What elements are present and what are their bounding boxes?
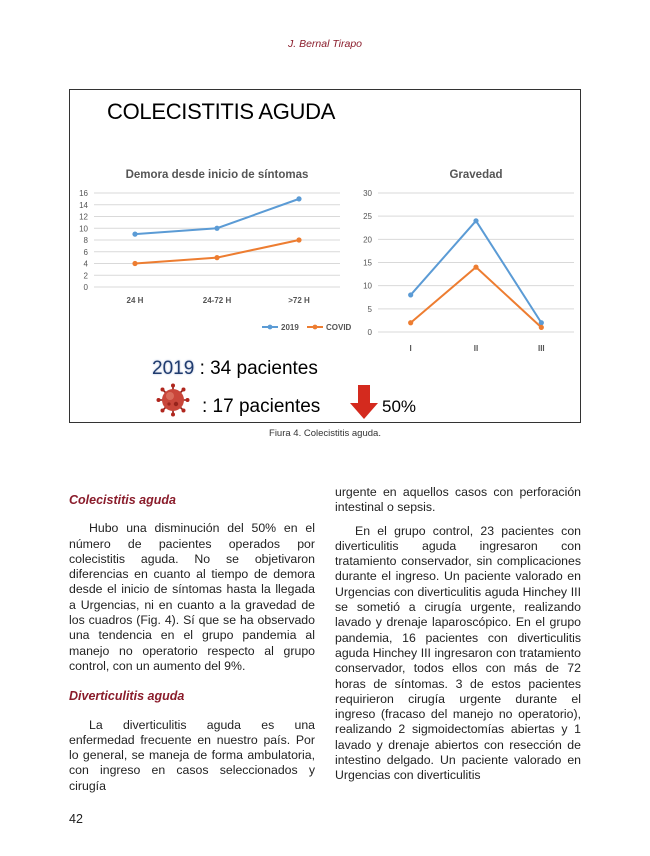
y-tick-label: 16: [79, 189, 88, 198]
paragraph-continuation: urgente en aquellos casos con perforación intestinal o sepsis.: [335, 485, 581, 515]
y-tick-label: 5: [367, 304, 372, 314]
data-point-1-3: [296, 196, 301, 201]
data-point-2-1: [132, 261, 137, 266]
y-tick-label: 12: [79, 212, 88, 222]
data-point-2-1: [408, 320, 413, 325]
stat-covid-count: : 17 pacientes: [202, 396, 321, 417]
legend-swatch-dot: [313, 325, 318, 330]
chart-gravedad: [360, 160, 580, 360]
data-point-1-1: [132, 232, 137, 237]
series-line-2: [411, 267, 542, 327]
coronavirus-icon: [156, 383, 190, 417]
data-point-2-3: [539, 325, 544, 330]
y-tick-label: 2: [83, 271, 88, 281]
y-tick-label: 10: [79, 224, 88, 234]
figure-caption: Fiura 4. Colecistitis aguda.: [269, 428, 381, 439]
section-heading-diverticulitis: Diverticulitis aguda: [69, 689, 185, 704]
section-heading-colecistitis: Colecistitis aguda: [69, 493, 176, 507]
y-tick-label: 6: [83, 247, 88, 257]
paragraph-diverticulitis-intro: La diverticulitis aguda es una enfermedad frecuente en nuestro país. Por lo general, se maneja de forma ambulatoria, con ingreso en casos seleccionados y cirugía: [69, 717, 315, 793]
stat-2019: [152, 358, 318, 380]
series-line-1: [411, 221, 542, 323]
y-tick-label: 14: [79, 200, 88, 210]
y-tick-label: 30: [363, 189, 372, 198]
data-point-1-2: [473, 218, 478, 223]
stat-2019-count: : 34 pacientes: [199, 358, 318, 379]
data-point-2-3: [296, 237, 301, 242]
y-tick-label: 0: [367, 328, 372, 337]
left-column: [69, 485, 315, 809]
chart-title: Gravedad: [449, 169, 503, 181]
y-tick-label: 20: [363, 235, 372, 245]
data-point-2-2: [214, 255, 219, 260]
chart-title: Demora desde inicio de síntomas: [125, 169, 309, 181]
chart-demora: [70, 160, 360, 345]
paragraph-colecistitis: Hubo una disminución del 50% en el número de pacientes operados por colecistitis aguda. No se objetivaron diferencias en cuanto al tiempo de demora desde el inicio de síntomas hasta la llegada a Urgencias, ni en cuanto a la gravedad de los cuadros (Fig. 4). Sí que se ha observado una tendencia en el grupo pandemia al manejo no operatorio respecto al grupo control, con un aumento del 9%.: [69, 521, 315, 673]
stat-covid: [202, 396, 320, 418]
x-tick-label: III: [537, 344, 545, 353]
y-tick-label: 10: [363, 281, 372, 291]
right-column: [335, 485, 581, 799]
legend-label: 2019: [281, 323, 299, 332]
stat-2019-year: 2019: [152, 358, 195, 379]
decrease-percentage: 50%: [382, 397, 417, 416]
x-tick-label: II: [473, 344, 479, 353]
y-tick-label: 0: [83, 283, 88, 292]
x-tick-label: 24 H: [126, 296, 144, 305]
figure-colecistitis: [69, 89, 581, 423]
y-tick-label: 4: [83, 259, 88, 269]
down-arrow-icon: [350, 385, 378, 419]
data-point-1-2: [214, 226, 219, 231]
y-tick-label: 25: [363, 212, 372, 222]
legend-label: COVID: [326, 323, 352, 332]
data-point-1-1: [408, 292, 413, 297]
x-tick-label: I: [409, 344, 412, 353]
page-number: 42: [69, 812, 83, 826]
paragraph-grupo-control: En el grupo control, 23 pacientes con diverticulitis aguda ingresaron con tratamiento conservador, sin complicaciones durante el ingreso. Un paciente valorado en Urgencias con diverticulitis aguda Hinchey III se sometió a cirugía urgente, realizando lavado y drenaje laparoscópico. En el grupo pandemia, 16 pacientes con diverticulitis aguda Hinchey III ingresaron con tratamiento conservador, todos ellos con más de 72 horas de síntomas. 3 de estos pacientes requirieron cirugía urgente durante el ingreso (fracaso del manejo no operatorio), realizando 2 sigmoidectomías abiertas y 1 lavado y drenaje abiertos con resección de intestino delgado. Un paciente valorado en Urgencias con diverticulitis: [335, 523, 581, 783]
running-head: J. Bernal Tirapo: [287, 38, 363, 50]
legend-swatch-dot: [268, 325, 273, 330]
x-tick-label: 24-72 H: [202, 296, 232, 305]
y-tick-label: 15: [363, 258, 372, 268]
y-tick-label: 8: [83, 236, 88, 245]
x-tick-label: >72 H: [288, 296, 310, 305]
figure-title: COLECISTITIS AGUDA: [107, 99, 336, 124]
data-point-2-2: [473, 265, 478, 270]
